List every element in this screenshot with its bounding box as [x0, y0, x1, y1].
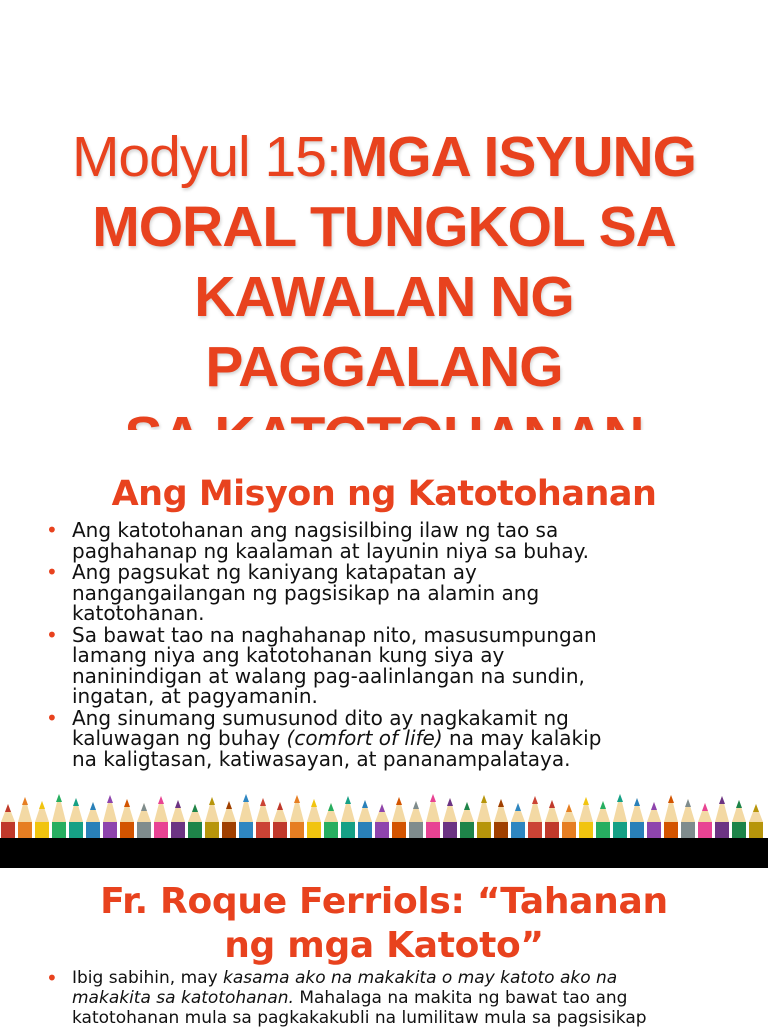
list-item: • Ang pagsukat ng kaniyang katapatan ay nangangailangan ng pagsisikap na alamin ang katotohanan. [46, 560, 540, 625]
colored-pencils-icon [0, 782, 768, 840]
slide-heading: Ang Misyon ng Katotohanan [111, 474, 657, 514]
emphasis-text: (comfort of life) [286, 726, 443, 750]
mission-slide [0, 430, 768, 840]
bullet-icon: • [46, 705, 58, 730]
list-item: • Ang katotohanan ang nagsisilbing ilaw ng tao sa paghahanap ng kaalaman at layunin niya sa buhay. [46, 518, 589, 563]
heading-line-1: Fr. Roque Ferriols: “Tahanan [100, 881, 668, 922]
title-line-1: MGA ISYUNG [340, 125, 697, 189]
list-item: • Ibig sabihin, may kasama ako na makakita o may katoto ako na makakita sa katotohanan. Mahalaga na makita ng bawat tao ang katotohanan mula sa pagkakakubli na lumilitaw mula sa pagsisikap [46, 966, 647, 1028]
ferriols-slide [0, 868, 768, 1028]
bullet-icon: • [46, 560, 58, 584]
title-line-2: MORAL TUNGKOL SA [92, 195, 676, 259]
module-title [20, 122, 748, 472]
bullet-list [42, 968, 742, 1029]
slide-divider [0, 838, 768, 868]
bullet-list [42, 520, 742, 770]
heading-line-2: ng mga Katoto” [224, 925, 544, 966]
title-slide [0, 0, 768, 430]
list-item: • Ang sinumang sumusunod dito ay nagkakamit ng kaluwagan ng buhay (comfort of life) na may kalakip na kaligtasan, katiwasayan, at pananampalataya. [46, 705, 602, 771]
list-item: • Sa bawat tao na naghahanap nito, masusumpungan lamang niya ang katotohanan kung siya ay naninindigan at walang pag-aalinlangan na sundin, ingatan, at pagyamanin. [46, 622, 597, 708]
slide-heading [0, 880, 768, 968]
bullet-icon: • [46, 966, 58, 990]
module-number: Modyul 15: [71, 125, 341, 189]
bullet-icon: • [46, 518, 58, 542]
title-line-3: KAWALAN NG PAGGALANG [194, 265, 574, 399]
bullet-icon: • [46, 622, 58, 647]
